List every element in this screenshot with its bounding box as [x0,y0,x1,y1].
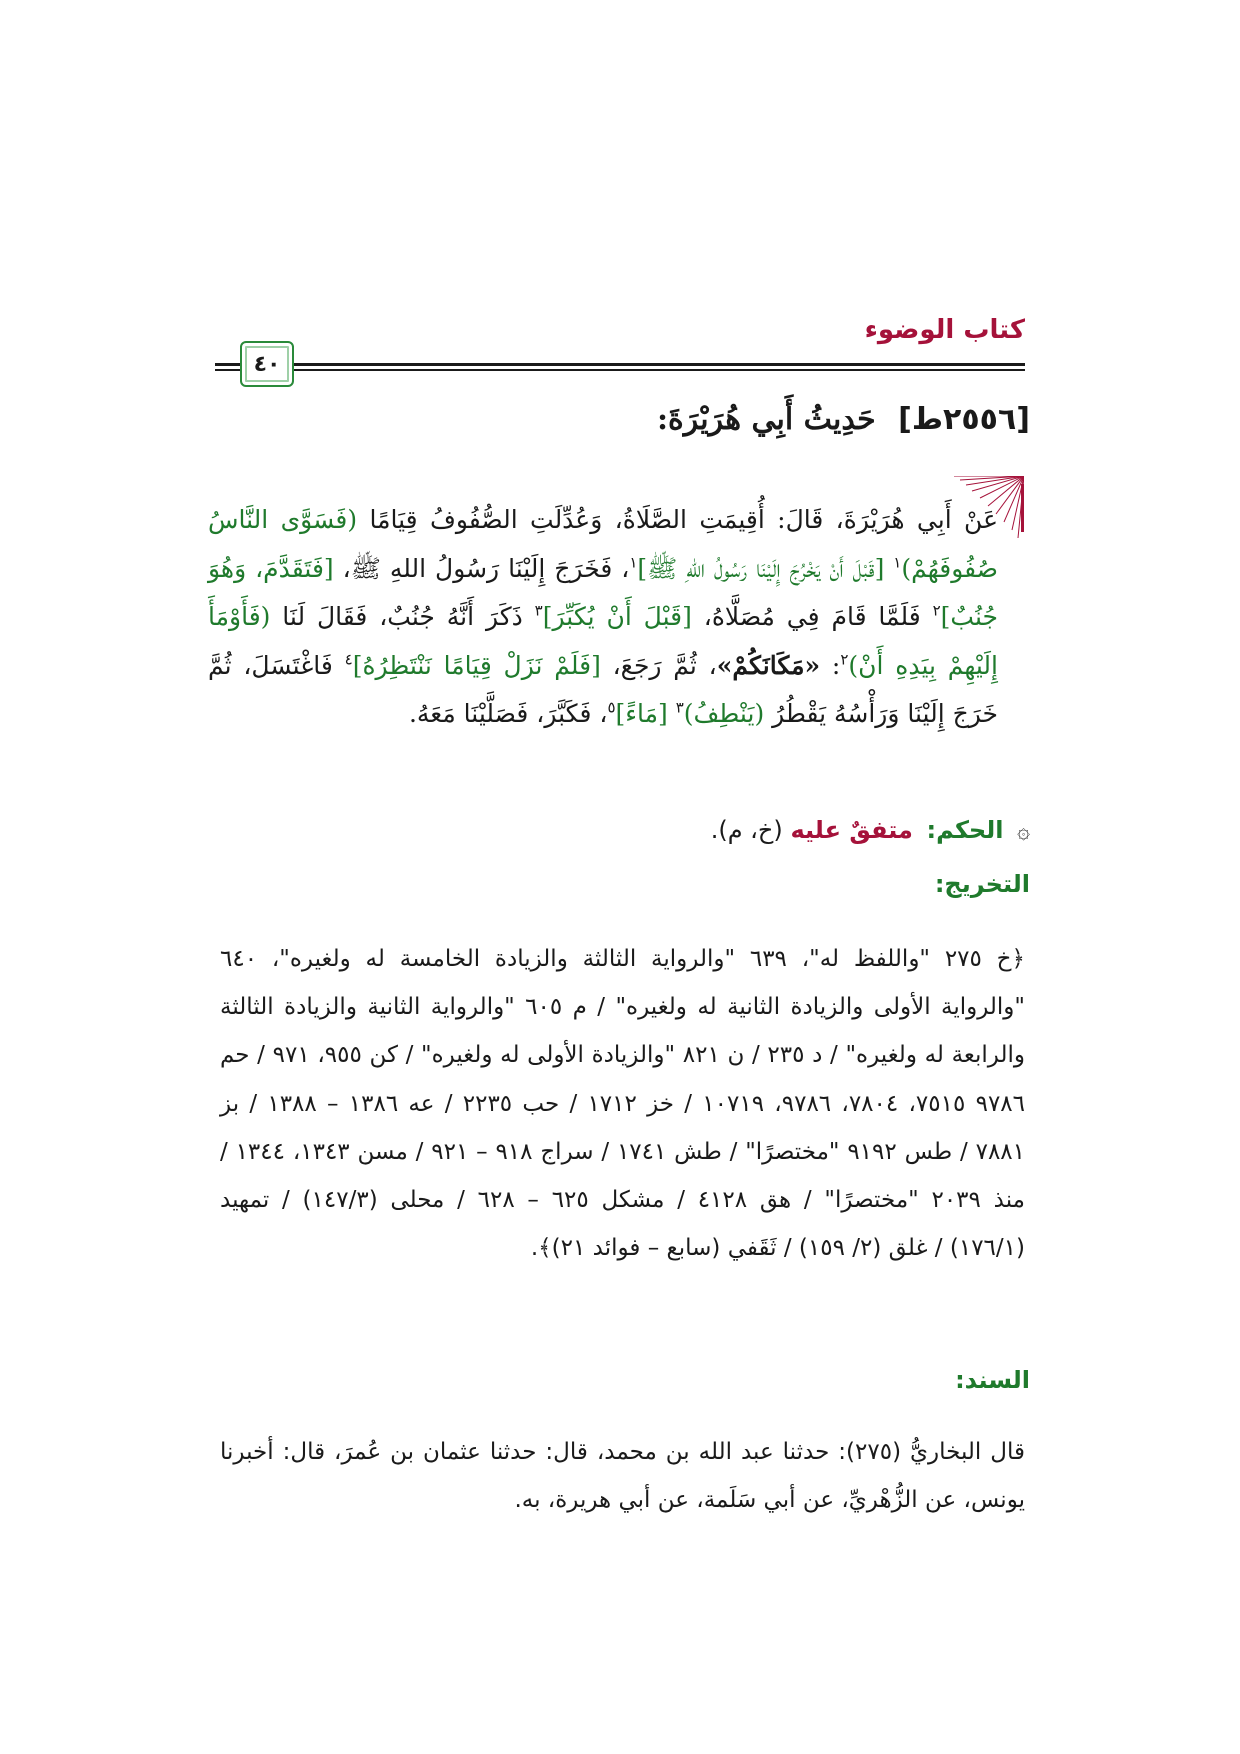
matn-segment: : [820,650,841,680]
matn-segment: ، ثُمَّ رَجَعَ، [600,650,717,680]
variant-addition: [قَبْلَ أَنْ يُكَبِّرَ] [542,602,692,631]
takhrij-title: التخريج: [934,870,1030,898]
matn-segment [884,554,893,583]
footnote-marker: ٢ [932,601,941,620]
flower-ornament-icon: ۞ [1017,819,1030,844]
matn-segment: ذَكَرَ أَنَّهُ جُنُبٌ، فَقَالَ لَنَا [270,602,535,631]
matn-segment: عَنْ أَبِي هُرَيْرَةَ، قَالَ: أُقِيمَتِ الصَّلَاةُ، وَعُدِّلَتِ الصُّفُوفُ قِيَامًا [357,505,998,534]
footnote-marker: ١ [629,553,638,572]
matn-segment [668,699,676,728]
footnote-marker: ٥ [607,698,616,717]
variant-addition: (يَنْطِفُ) [683,699,765,728]
matn-box [208,476,1020,806]
hadith-heading [657,402,1030,437]
hukm-line [711,816,1030,844]
running-header [215,315,1025,375]
variant-addition: [فَتَقَدَّمَ، وَهُوَ جُنُبٌ] [208,553,998,631]
matn-segment: فَاغْتَسَلَ، ثُمَّ خَرَجَ إِلَيْنَا وَرَأْسُهُ يَقْطُرُ [208,650,998,728]
hukm-sources: (خ، م). [710,816,783,844]
page-number: ٤٠ [253,351,281,377]
hukm-value: متفقٌ عليه [790,816,913,844]
matn-segment: ، فَكَبَّرَ، فَصَلَّيْنَا مَعَهُ. [408,699,608,728]
takhrij-text: ﴿خ ٢٧٥ "واللفظ له"، ٦٣٩ "والرواية الثالثة والزيادة الخامسة له ولغيره"، ٦٤٠ "والرواية الأولى والزيادة الثانية له ولغيره" / م ٦٠٥ "والرواية الثانية والزيادة الثالثة والرابعة له ولغيره" / د ٢٣٥ / ن ٨٢١ "والزيادة الأولى له ولغيره" / كن ٩٥٥، ٩٧١ / حم ٩٧٨٦ ٧٥١٥، ٧٨٠٤، ٩٧٨٦، ١٠٧١٩ / خز ١٧١٢ / حب ٢٢٣٥ / عه ١٣٨٦ – ١٣٨٨ / بز ٧٨٨١ / طس ٩١٩٢ "مختصرًا" / طش ١٧٤١ / سراج ٩١٨ – ٩٢١ / مسن ١٣٤٣، ١٣٤٤ / منذ ٢٠٣٩ "مختصرًا" / هق ٤١٢٨ / مشكل ٦٢٥ – ٦٢٨ / محلى (١٤٧/٣) / تمهيد (١٧٦/١) / غلق (٢/ ١٥٩) / ثَقَفي (سابع – فوائد ٢١)﴾. [220,946,1026,1262]
page-number-badge [240,341,294,387]
hukm-label: الحكم: [926,816,1004,844]
variant-addition: [قَبْلَ أَنْ يَخْرُجَ إِلَيْنَا رَسُولُ اللهِ ﷺ] [637,553,885,583]
hadith-title: حَدِيثُ أَبِي هُرَيْرَةَ: [656,402,876,437]
header-rule [215,363,1025,366]
variant-addition: [مَاءً] [615,699,668,728]
matn-segment: فَلَمَّا قَامَ فِي مُصَلَّاهُ، [691,602,933,631]
hadith-number: [٢٥٥٦ط] [898,402,1030,437]
footnote-marker: ٣ [534,601,543,620]
header-rule-thin [215,369,1025,371]
prophet-quote: «مَكَانَكُمْ» [716,650,821,680]
hadith-matn [208,496,998,739]
footnote-marker: ٣ [675,698,684,717]
matn-segment: ، فَخَرَجَ إِلَيْنَا رَسُولُ اللهِ ﷺ، [333,553,630,583]
sanad-text: قال البخاريُّ (٢٧٥): حدثنا عبد الله بن محمد، قال: حدثنا عثمان بن عُمرَ، قال: أخبرنا يونس، عن الزُّهْريِّ، عن أبي سَلَمة، عن أبي هريرة، به. [220,1439,1025,1513]
variant-addition: (فَأَوْمَأَ إِلَيْهِمْ بِيَدِهِ أَنْ) [208,602,998,680]
footnote-marker: ٢ [840,650,849,669]
variant-addition: [فَلَمْ نَزَلْ قِيَامًا نَنْتَظِرُهُ] [352,650,601,680]
footnote-marker: ١ [893,553,902,572]
sanad-title: السند: [955,1366,1030,1394]
variant-addition: (فَسَوَّى النَّاسُ صُفُوفَهُمْ) [208,505,998,583]
book-title: كتاب الوضوء [864,315,1025,345]
footnote-marker: ٤ [344,650,353,669]
matn-side-bar [1021,484,1024,532]
